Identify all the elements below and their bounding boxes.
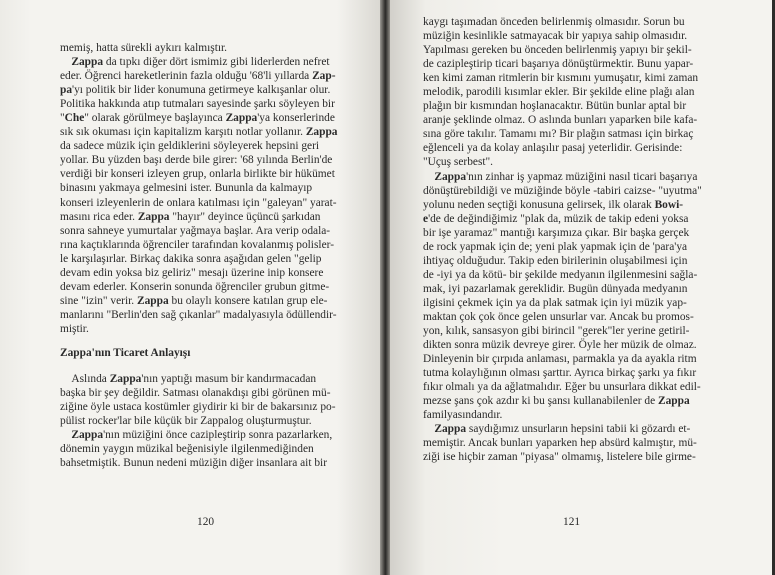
text-line (423, 352, 739, 366)
bold-name: Zappa (225, 112, 258, 125)
text-run: ilgisini çekmek için ya da plak satmak için iyi müzik yap- (423, 296, 687, 309)
text-run: melodik, parodili kısımlar ekler. Bir şekilde eline plağı alan (423, 86, 695, 99)
page-number-left: 120 (197, 516, 215, 528)
text-line (60, 55, 362, 69)
text-line (423, 198, 739, 212)
text-run: konseri izleyenlerin de onlara katılması için "galeyan" yarat- (60, 196, 337, 209)
text-run: Yapılması gereken bu önceden belirlenmiş yapıyı bir şekil- (423, 44, 692, 57)
bold-name: Zappa (137, 210, 170, 223)
page-number-right: 121 (563, 516, 581, 528)
bold-name: Che (64, 112, 85, 125)
text-run: ziği ise hiçbir zaman "piyasa" olmamış, listelere bile girme- (423, 451, 696, 464)
text-run: devam edin yoksa biz geliriz" mesajı üzerine inip konsere (60, 266, 324, 279)
text-run: bu olaylı konsere katılan grup ele- (168, 294, 328, 307)
text-run: bir işe yaramaz" mantığı karşımıza çıkar. Bir başka gerçek (423, 226, 690, 239)
text-line (423, 366, 739, 380)
text-run: sık sık okuması için kapitalizm karşıtı notlar yollanır. (60, 126, 306, 139)
text-line (60, 456, 362, 470)
text-line (60, 428, 362, 442)
text-line (423, 380, 739, 394)
text-run: " olarak görülmeye başlayınca (84, 112, 226, 125)
text-run: Aslında (60, 373, 110, 386)
text-run: mak, iyi pazarlamak gereklidir. Bugün dünyada medyanın (423, 282, 688, 295)
text-run: mezse şans çok azdır ki bu şansı kullanabilenler de (423, 395, 659, 408)
text-line (423, 240, 739, 254)
text-line (423, 99, 739, 113)
left-page-text (60, 41, 362, 470)
text-line (60, 414, 362, 428)
text-run: memiştir. Ancak bunları yaparken hep absürd kalmıştır, mü- (423, 437, 697, 450)
text-run: de rock yapmak için de; yeni plak yapmak için de 'para'ya (423, 240, 688, 253)
text-run: masını rica eder. (60, 210, 138, 223)
text-line (423, 296, 739, 310)
text-line (60, 308, 362, 322)
text-run: başka bir şey değildir. Satması olanakdışı gibi görünen mü- (60, 387, 331, 400)
text-run: manlarını "Berlin'den sağ çıkanlar" madalyasıyla ödüllendir- (60, 308, 337, 321)
text-run: ziğine öyle ustaca kostümler giydirir ki bir de bakarsınız po- (60, 401, 336, 414)
text-run: le karşılaşırlar. Birkaç dakika sonra aşağıdan gelen "gelip (60, 252, 322, 265)
text-line (60, 181, 362, 195)
text-line (60, 139, 362, 153)
text-line (423, 450, 739, 464)
bold-name: Zappa (109, 373, 142, 386)
text-run: memiş, hatta sürekli aykırı kalmıştır. (60, 42, 228, 54)
text-run: Dinleyenin bir çırpıda anlaması, parmakla ya da ayakla ritm (423, 353, 697, 366)
text-line (60, 83, 362, 97)
text-run: yollar. Bu yüzden başı derde bile girer: '68 yılında Berlin'de (60, 154, 333, 167)
text-line (60, 69, 362, 83)
text-run: da sadece müzik için geldiklerini söyleyerek hepsini geri (60, 140, 320, 153)
text-line (423, 184, 739, 198)
text-line (423, 338, 739, 352)
text-line (423, 43, 739, 57)
text-line (423, 170, 739, 184)
text-run: eğlenceli ya da kolay anlaşılır pasaj yeterlidir. Gerisinde: (423, 142, 683, 155)
text-run (60, 56, 71, 68)
text-run: 'nın zinhar iş yapmaz müziğini nasıl ticari başarıya (466, 170, 698, 183)
text-run: müziğin kesinlikle satmayacak bir yapıya sahip olmasıdır. (423, 30, 688, 43)
text-line (423, 15, 739, 29)
text-run: 'nın müziğini önce cazipleştirip sonra pazarlarken, (103, 429, 333, 442)
right-page (387, 0, 775, 575)
text-line (60, 167, 362, 181)
text-run: dikten sonra müzik devreye girer. Öyle her müzik de olmaz. (423, 339, 697, 352)
text-run: kaygı taşımadan önceden belirlenmiş olmasıdır. Sorun bu (423, 16, 685, 28)
text-line (60, 372, 362, 386)
text-line (60, 400, 362, 414)
text-line (60, 280, 362, 294)
text-line (423, 310, 739, 324)
text-line (423, 422, 739, 436)
text-run (60, 429, 71, 441)
text-line (423, 226, 739, 240)
text-line (423, 155, 739, 169)
text-line (60, 266, 362, 280)
text-line (60, 294, 362, 308)
bold-name: Zappa (305, 126, 338, 139)
text-line (60, 196, 362, 210)
text-line (423, 29, 739, 43)
text-run: sine "izin" verir. (60, 294, 137, 307)
text-run: Politika hakkında atıp tutmaları sayesinde şarkı söyleyen bir (60, 98, 335, 111)
text-run: rına kaçtıklarında öğrenciler tarafından kovalanmış polisler- (60, 238, 334, 251)
bold-name: Zappa (71, 56, 104, 69)
text-run: plağın bir kısmından hoşlanacaktır. Bütün bunlar aptal bir (423, 100, 687, 113)
bold-name: Zappa (434, 170, 467, 183)
text-line (60, 111, 362, 125)
right-page-text (423, 15, 739, 465)
text-line (423, 113, 739, 127)
bold-name: Zappa (137, 294, 169, 307)
text-run (423, 171, 434, 183)
text-run: sına göre takılır. Tamamı mı? Bir plağın satması için birkaç (423, 128, 694, 141)
text-run (423, 423, 434, 435)
text-run: de cazipleştirip ticari başarıya dönüştürmektir. Bunu yapar- (423, 58, 694, 71)
text-line (423, 254, 739, 268)
text-run: familyasındandır. (423, 409, 503, 422)
bold-name: Zappa (71, 429, 104, 442)
text-line (423, 282, 739, 296)
text-run: 'nın yaptığı masum bir kandırmacadan (141, 373, 317, 386)
text-line (60, 224, 362, 238)
text-run: sonra sahneye yumurtalar yağmaya başlar. Ara verip odala- (60, 224, 331, 237)
text-line (60, 153, 362, 167)
text-run: saydığımız unsurların hepsini tabii ki gözardı et- (466, 423, 691, 436)
text-line (60, 97, 362, 111)
text-run: verdiği bir konseri izleyen grup, onlarla birlikte bir hükümet (60, 168, 335, 181)
text-line (423, 394, 739, 408)
text-line (60, 322, 362, 336)
text-line (60, 41, 362, 55)
text-run: dönemin yaygın müzikal beğenisiyle ilgilenmediğinden (60, 443, 314, 456)
text-line (423, 212, 739, 226)
text-line (60, 386, 362, 400)
text-run: 'de de değindiğimiz "plak da, müzik de takip edeni yoksa (428, 212, 689, 225)
text-line (423, 71, 739, 85)
text-line (423, 85, 739, 99)
text-run: 'yı politik bir lider konumuna getirmeye kalkışanlar olur. (72, 84, 331, 97)
text-line (423, 141, 739, 155)
text-run: "hayır" deyince üçüncü şarkıdan (169, 210, 321, 223)
text-line (423, 408, 739, 422)
text-line (60, 210, 362, 224)
text-run: ihtiyaç olduğudur. Takip eden birilerinin oluşabilmesi için (423, 254, 688, 267)
text-run: miştir. (60, 322, 89, 335)
text-run: bahsetmiştik. Bunun nedeni müziğin diğer insanlara ait bir (60, 457, 327, 470)
text-run: aranje şeklinde olmaz. O aslında bunları yaparken bile kafa- (423, 114, 698, 127)
left-page (0, 0, 383, 575)
bold-name: pa (60, 84, 73, 97)
text-run: devam ederler. Konserin sonunda öğrenciler grubun gitme- (60, 280, 330, 293)
text-line (423, 127, 739, 141)
bold-name: Zappa (658, 395, 690, 408)
text-line (423, 268, 739, 282)
bold-name: Zappa (434, 423, 467, 436)
text-line (423, 324, 739, 338)
text-run: ken kimi zaman ritmlerin bir kısmını yumuşatır, kimi zaman (423, 72, 699, 85)
text-run: eder. Öğrenci hareketlerinin fazla olduğu '68'li yıllarda (60, 70, 313, 83)
bold-name: e (423, 212, 429, 225)
text-line (60, 252, 362, 266)
text-line (60, 442, 362, 456)
text-run: da tıpkı diğer dört ismimiz gibi liderlerden nefret (103, 56, 330, 69)
text-line (60, 238, 362, 252)
text-line (423, 57, 739, 71)
bold-name: Bowi- (654, 198, 684, 211)
text-run: 'ya konserlerinde (257, 112, 335, 125)
text-run: maktan çok çok önce gelen unsurlar var. Ancak bu promos- (423, 310, 694, 323)
left-page-body-bottom (60, 372, 362, 470)
text-run: "Uçuş serbest". (423, 156, 494, 169)
left-page-body-top (60, 41, 362, 336)
text-run: de -iyi ya da kötü- bir şekilde medyanın ilgilenmesini sağla- (423, 268, 698, 281)
bold-name: Zap- (312, 70, 336, 83)
text-line (60, 125, 362, 139)
text-run: pülist rocker'lar bile küçük bir Zappalog oluşturmuştur. (60, 415, 312, 428)
text-run: " (60, 112, 65, 125)
text-run: tutma kolaylığının olması şarttır. Ayrıca birkaç şarkı ya fıkır (423, 367, 697, 380)
text-run: fıkır olmalı ya da ağlatmalıdır. Eğer bu unsurlara dikkat edil- (423, 381, 701, 394)
right-page-body (423, 15, 739, 465)
book-gutter (380, 0, 390, 575)
text-run: binasını yakmaya gelmesini ister. Bununla da kalmayıp (60, 182, 313, 195)
text-run: yolunu neden seçtiği konusuna gelirsek, ilk olarak (423, 198, 655, 211)
section-heading: Zappa'nın Ticaret Anlayışı (60, 346, 191, 359)
text-run: yon, kılık, sansasyon gibi birincil "gerek"ler yerine getiril- (423, 325, 690, 338)
text-line (423, 436, 739, 450)
text-run: dönüştürebildiği ve müziğinde böyle -tabiri caizse- "uyutma" (423, 184, 702, 197)
